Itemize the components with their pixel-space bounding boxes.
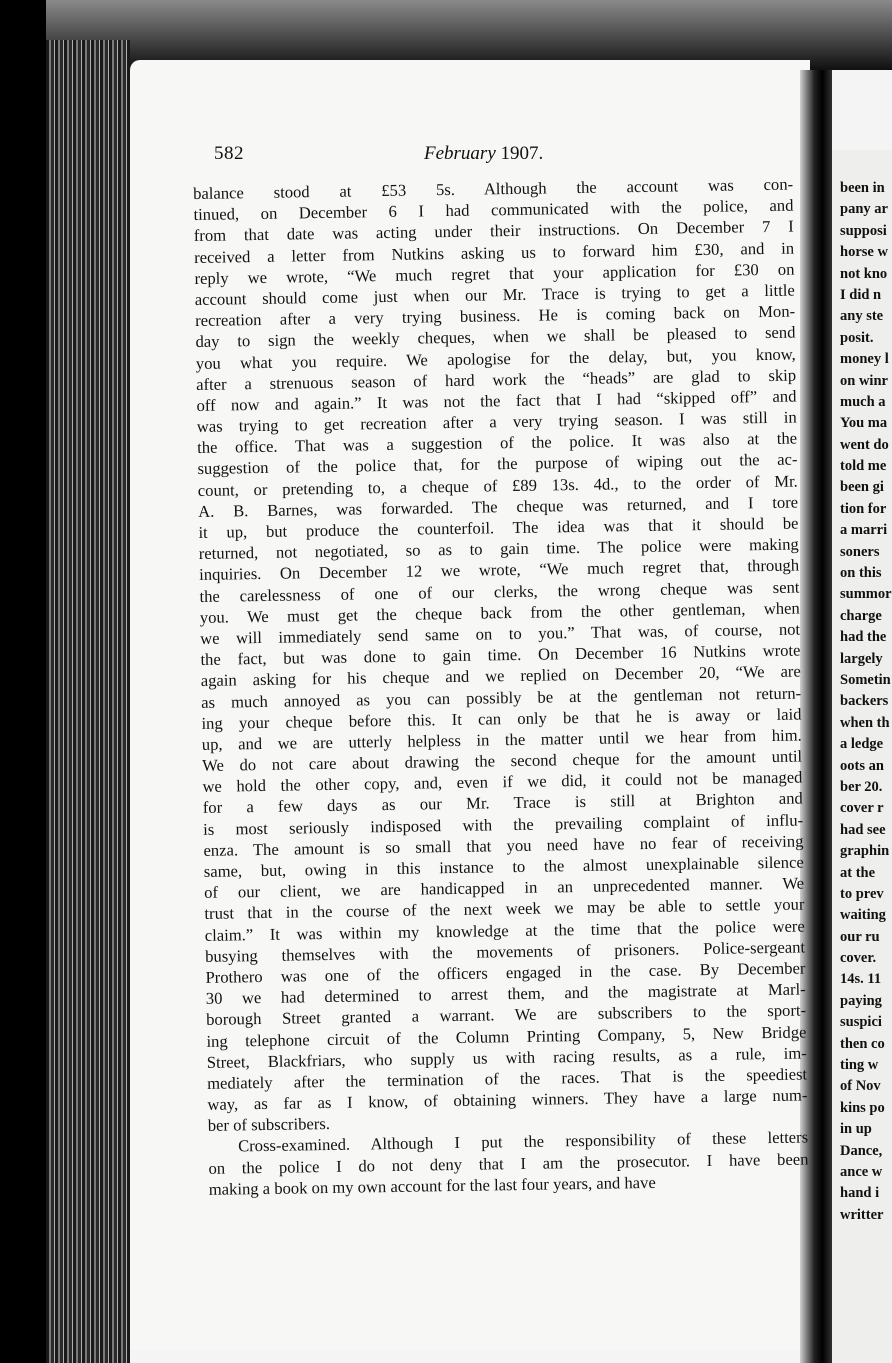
text-line: off now and again.” It was not the fact that I had “skipped off” and	[196, 386, 797, 415]
right-page-line-fragment: of Nov	[840, 1078, 881, 1095]
right-page-line-fragment: graphin	[840, 843, 890, 860]
right-page-line-fragment: tion for	[840, 500, 887, 517]
text-line: we hold the other copy, and, even if we did, it could not be managed	[202, 767, 803, 797]
text-line: busying themselves with the movements of prisoners. Police-sergeant	[204, 937, 806, 966]
right-page-line-fragment: went do	[840, 436, 889, 453]
right-page-line-fragment: suspici	[840, 1014, 882, 1031]
text-line: for a few days as our Mr. Trace is still at Brighton and	[202, 788, 803, 818]
text-line: it up, but produce the counterfoil. The idea was that it should be	[198, 513, 799, 542]
text-line: 30 we had determined to arrest them, and the magistrate at Marl-	[205, 979, 806, 1009]
right-page-line-fragment: paying	[840, 992, 882, 1009]
right-page-line-fragment: cover.	[840, 950, 877, 967]
scan-left-border	[0, 0, 46, 1363]
right-page-line-fragment: horse w	[840, 244, 888, 261]
text-line: Cross-examined. Although I put the responsibility of these letters	[237, 1127, 809, 1156]
text-line: Prothero was one of the officers engaged in the case. By December	[205, 958, 806, 987]
main-text-column	[193, 174, 809, 1200]
right-page-line-fragment: then co	[840, 1035, 885, 1052]
right-page-line-fragment: Sometin	[840, 671, 891, 688]
text-line: claim.” It was within my knowledge at the time that the police were	[204, 916, 805, 945]
text-line: was trying to get recreation after a very trying season. I was still in	[196, 407, 797, 437]
right-page-line-fragment: had see	[840, 821, 886, 838]
right-page-line-fragment: soners	[840, 543, 880, 560]
right-page-line-fragment: when th	[840, 714, 890, 731]
right-page-line-fragment: largely	[840, 650, 883, 667]
right-page-line-fragment: backers	[840, 693, 889, 710]
right-page-line-fragment: cover r	[840, 800, 884, 817]
right-page-line-fragment: a marri	[840, 522, 888, 539]
text-line: we will immediately send same on to you.” That was, of course, not	[200, 619, 801, 648]
right-page-line-fragment: 14s. 11	[840, 971, 882, 988]
right-page-line-fragment: ance w	[840, 1163, 883, 1180]
text-line: A. B. Barnes, was forwarded. The cheque was returned, and I tore	[198, 492, 799, 521]
right-page-line-fragment: been gi	[840, 479, 884, 496]
right-page-line-fragment: Dance,	[840, 1142, 883, 1159]
text-line: mediately after the termination of the races. That is the speediest	[206, 1064, 808, 1093]
text-line: ing telephone circuit of the Column Printing Company, 5, New Bridge	[206, 1021, 807, 1051]
text-line: returned, not negotiated, so as to gain time. The police were making	[198, 534, 799, 564]
text-line: recreation after a very trying business. He is coming back on Mon-	[195, 301, 796, 331]
text-line: trust that in the course of the next week we may be able to settle your	[204, 894, 805, 924]
text-line: up, and we are utterly helpless in the matter until we hear from him.	[201, 725, 802, 754]
text-line: again asking for his cheque and we replied on December 20, “We are	[200, 661, 801, 691]
right-page-line-fragment: much a	[840, 393, 886, 410]
right-page-line-fragment: our ru	[840, 928, 880, 945]
right-page-line-fragment: charge	[840, 607, 882, 624]
right-page-line-fragment: supposi	[840, 222, 887, 239]
text-line: same, but, owing in this instance to the almost unexplainable silence	[203, 852, 804, 881]
text-line: on the police I do not deny that I am the prosecutor. I have been	[208, 1149, 809, 1178]
right-page-line-fragment: You ma	[840, 415, 888, 432]
right-page-line-fragment: told me	[840, 458, 887, 475]
text-line: the office. That was a suggestion of the police. It was also at the	[197, 428, 798, 458]
text-line: account should come just when our Mr. Trace is trying to get a little	[194, 280, 795, 309]
text-line: is most seriously indisposed with the prevailing complaint of influ-	[202, 810, 804, 839]
right-page-line-fragment: ting w	[840, 1057, 879, 1074]
right-page-line-fragment: ber 20.	[840, 778, 883, 795]
text-line: count, or pretending to, a cheque of £89 13s. 4d., to the order of Mr.	[197, 471, 798, 500]
text-line: ing your cheque before this. It can only be that he is away or laid	[201, 704, 802, 733]
right-page-line-fragment: waiting	[840, 907, 886, 924]
right-page-line-fragment: to prev	[840, 885, 884, 902]
right-page-line-fragment: not kno	[840, 265, 888, 282]
right-page-line-fragment: a ledge	[840, 736, 884, 753]
text-line: We do not care about drawing the second cheque for the amount until	[202, 746, 803, 775]
text-line: reply we wrote, “We much regret that your application for £30 on	[194, 259, 795, 288]
text-line: ber of subscribers.	[207, 1114, 331, 1136]
right-page-line-fragment: any ste	[840, 308, 884, 325]
text-line: Street, Blackfriars, who supply us with racing results, as a rule, im-	[206, 1043, 807, 1072]
text-line: you what you require. We apologise for the delay, but, you know,	[195, 344, 796, 373]
text-line: of our client, we are handicapped in an unprecedented manner. We	[203, 873, 805, 903]
text-line: way, as far as I know, of obtaining winners. They have a large num-	[207, 1085, 808, 1114]
text-line: tinued, on December 6 I had communicated with the police, and	[193, 195, 794, 225]
right-page-line-fragment: been in	[840, 180, 885, 196]
text-line: day to sign the weekly cheques, when we shall be pleased to send	[195, 322, 796, 352]
text-line: suggestion of the police that, for the purpose of wiping out the ac-	[197, 449, 798, 479]
right-page-line-fragment: kins po	[840, 1099, 885, 1116]
right-page-line-fragment: summor	[840, 586, 892, 603]
right-page-line-fragment: in up	[840, 1121, 872, 1138]
text-line: balance stood at £53 5s. Although the account was con-	[193, 174, 794, 203]
text-line: borough Street granted a warrant. We are subscribers to the sport-	[205, 1000, 807, 1030]
text-line: enza. The amount is so small that you need have no fear of receiving	[203, 831, 804, 860]
running-date	[424, 143, 543, 165]
right-page-line-fragment: on this	[840, 565, 882, 582]
running-header	[214, 143, 594, 173]
page-number: 582	[214, 143, 244, 164]
text-line: making a book on my own account for the last four years, and have	[208, 1172, 656, 1199]
text-line: the carelessness of one of our clerks, the wrong cheque was sent	[199, 577, 800, 606]
text-line: inquiries. On December 12 we wrote, “We much regret that, through	[199, 555, 800, 585]
right-page-line-fragment: writter	[840, 1206, 884, 1223]
header-year: 1907.	[500, 143, 544, 164]
right-page-line-fragment: pany ar	[840, 201, 888, 218]
right-page-line-fragment: on winr	[840, 372, 888, 389]
right-page-line-fragment: money l	[840, 351, 889, 368]
right-page-line-fragment: oots an	[840, 757, 884, 774]
right-page-line-fragment: I did n	[840, 286, 882, 303]
right-page-line-fragment: hand i	[840, 1185, 880, 1202]
text-line: the fact, but was done to gain time. On December 16 Nutkins wrote	[200, 640, 801, 670]
right-page-line-fragment: had the	[840, 629, 887, 646]
text-line: received a letter from Nutkins asking us to forward him £30, and in	[194, 238, 795, 267]
book-page-edges	[46, 40, 130, 1363]
text-line: after a strenuous season of hard work the “heads” are glad to skip	[196, 365, 797, 394]
right-page-line-fragment: posit.	[840, 329, 874, 346]
right-page-line-fragment: at the	[840, 864, 876, 881]
header-month: February	[424, 143, 496, 164]
right-page-text-fragments	[840, 178, 892, 1226]
text-line: you. We must get the cheque back from the other gentleman, when	[199, 598, 800, 627]
text-line: from that date was acting under their instructions. On December 7 I	[193, 216, 794, 246]
text-line: as much annoyed as you can possibly be at the gentleman not return-	[201, 683, 802, 712]
